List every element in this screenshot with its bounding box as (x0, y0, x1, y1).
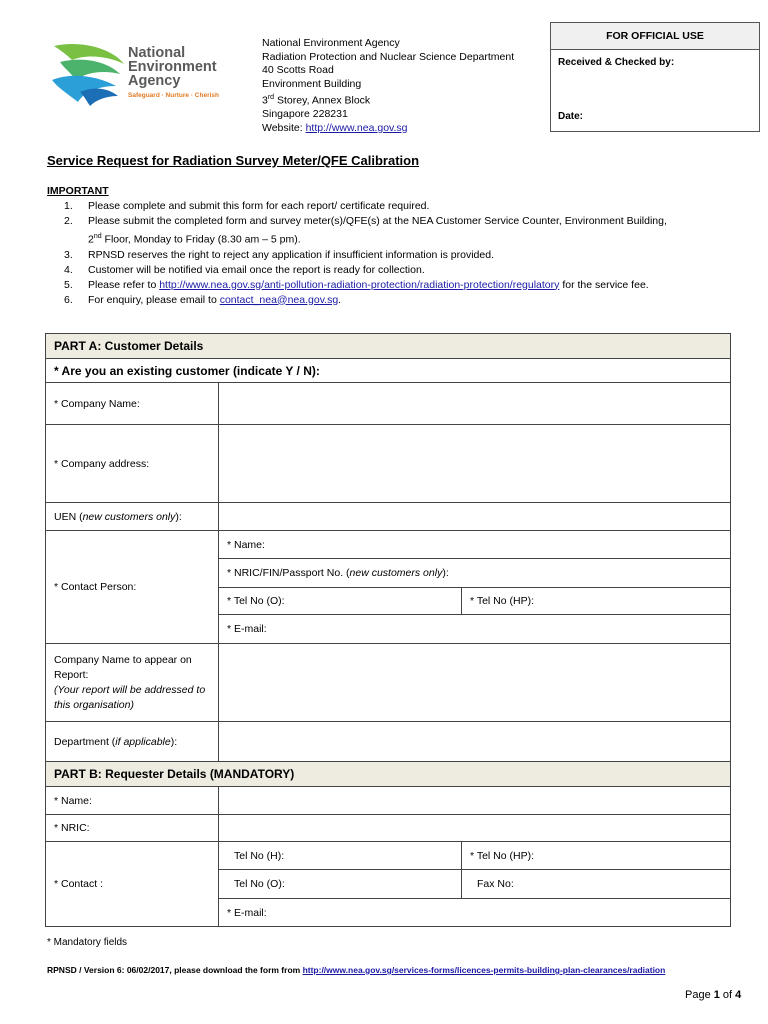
contact-name-field[interactable]: * Name: (219, 531, 731, 559)
list-item: 3. RPNSD reserves the right to reject any application if insufficient information is provided. (64, 248, 494, 261)
address-line: National Environment Agency (262, 37, 400, 49)
nea-logo (50, 40, 225, 106)
official-use-box (550, 22, 760, 132)
important-heading: IMPORTANT (47, 185, 109, 197)
contact-nric-field[interactable]: * NRIC/FIN/Passport No. (new customers only): (219, 559, 731, 588)
request-form-table (45, 333, 731, 927)
requester-name-input[interactable] (219, 787, 731, 815)
logo-tagline: Safeguard · Nurture · Cherish (128, 92, 220, 99)
department-input[interactable] (219, 722, 731, 762)
address-line: Environment Building (262, 77, 362, 90)
company-address-label: * Company address: (46, 425, 219, 503)
requester-tel-home-field[interactable]: Tel No (H): (219, 842, 462, 870)
list-item: 2. Please submit the completed form and survey meter(s)/QFE(s) at the NEA Customer Service Counter, Environment Building, 2nd Floor, Monday to Friday (8.30 am – 5 pm). (64, 215, 667, 246)
address-postal: Singapore 228231 (262, 108, 348, 121)
company-address-input[interactable] (219, 425, 731, 503)
existing-customer-field[interactable]: * Are you an existing customer (indicate Y / N): (46, 359, 731, 383)
logo-line-1: National (128, 45, 186, 61)
list-item: 5. Please refer to http://www.nea.gov.sg/anti-pollution-radiation-protection/radiation-protection/regulatory for the service fee. (64, 278, 649, 291)
uen-label: UEN (new customers only): (46, 503, 219, 531)
address-line: 40 Scotts Road (262, 64, 334, 77)
date-label: Date: (558, 111, 584, 122)
requester-name-label: * Name: (46, 787, 219, 815)
regulatory-link[interactable]: http://www.nea.gov.sg/anti-pollution-radiation-protection/radiation-protection/regulatory (159, 278, 560, 291)
address-storey: 3rd Storey, Annex Block (262, 94, 371, 107)
company-name-label: * Company Name: (46, 383, 219, 425)
report-company-input[interactable] (219, 644, 731, 722)
requester-contact-label: * Contact : (46, 842, 219, 927)
download-form-link[interactable]: http://www.nea.gov.sg/services-forms/licences-permits-building-plan-clearances/radiation (302, 965, 666, 975)
contact-tel-office-field[interactable]: * Tel No (O): (219, 588, 462, 615)
contact-person-label: * Contact Person: (46, 531, 219, 644)
logo-line-3: Agency (128, 73, 181, 89)
address-website: Website: http://www.nea.gov.sg (262, 122, 408, 135)
requester-tel-office-field[interactable]: Tel No (O): (219, 870, 462, 899)
contact-email-link[interactable]: contact_nea@nea.gov.sg (219, 293, 339, 306)
part-a-heading: PART A: Customer Details (46, 334, 731, 359)
list-item: 1. Please complete and submit this form for each report/ certificate required. (64, 200, 430, 212)
report-company-note: (Your report will be addressed to this organisation) (54, 683, 206, 711)
requester-tel-hp-field[interactable]: * Tel No (HP): (462, 842, 731, 870)
uen-input[interactable] (219, 503, 731, 531)
requester-nric-label: * NRIC: (46, 815, 219, 842)
page-number: Page 1 of 4 (685, 989, 742, 1001)
logo-line-2: Environment (128, 59, 217, 75)
instructions-list (47, 199, 747, 308)
requester-nric-input[interactable] (219, 815, 731, 842)
agency-address (262, 37, 514, 136)
contact-tel-hp-field[interactable]: * Tel No (HP): (462, 588, 731, 615)
website-link[interactable]: http://www.nea.gov.sg (305, 122, 408, 135)
form-title: Service Request for Radiation Survey Meter/QFE Calibration (47, 153, 420, 168)
report-company-label: Company Name to appear on Report: (Your report will be addressed to this organisation) (46, 644, 219, 722)
requester-fax-field[interactable]: Fax No: (462, 870, 731, 899)
requester-email-field[interactable]: * E-mail: (219, 899, 731, 927)
official-use-title: FOR OFFICIAL USE (551, 23, 759, 50)
list-item: 6. For enquiry, please email to contact_nea@nea.gov.sg. (64, 293, 342, 306)
company-name-input[interactable] (219, 383, 731, 425)
part-b-heading: PART B: Requester Details (MANDATORY) (46, 762, 731, 787)
list-item: 4. Customer will be notified via email once the report is ready for collection. (64, 263, 425, 276)
received-checked-label: Received & Checked by: (558, 57, 675, 68)
address-line: Radiation Protection and Nuclear Science Department (262, 50, 515, 63)
mandatory-footnote: * Mandatory fields (47, 937, 128, 948)
version-line: RPNSD / Version 6: 06/02/2017, please download the form from http://www.nea.gov.sg/services-forms/licences-permits-building-plan-clearances/radiation (47, 965, 666, 975)
department-label: Department (if applicable): (46, 722, 219, 762)
contact-email-field[interactable]: * E-mail: (219, 615, 731, 644)
